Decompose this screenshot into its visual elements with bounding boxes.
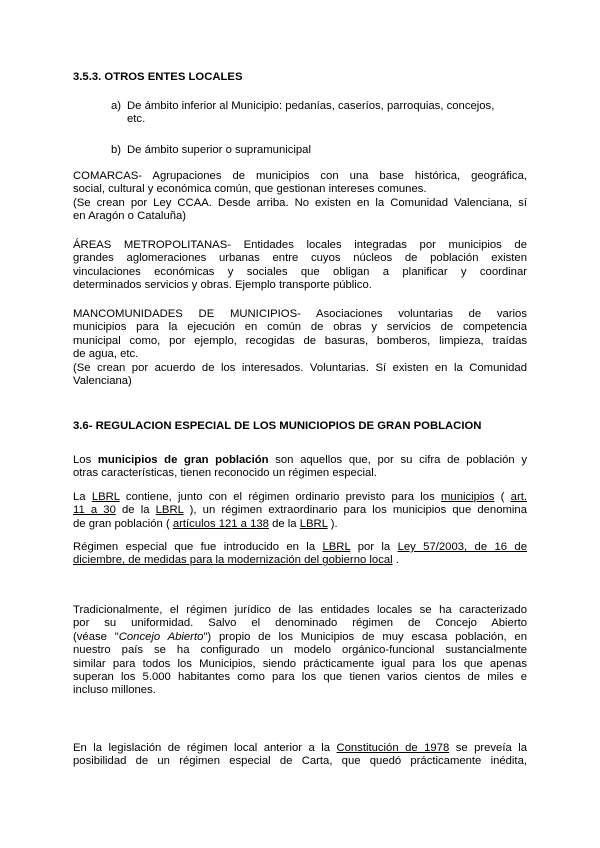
link-art-11-30-cont[interactable]: 11 a 30 — [73, 504, 116, 517]
list-marker-a: a) — [111, 100, 122, 112]
list-marker-b: b) — [111, 144, 122, 156]
list-item-a-line1: De ámbito inferior al Municipio: pedanías, caseríos, parroquias, concejos, — [127, 100, 495, 112]
link-lbrl[interactable]: LBRL — [322, 541, 351, 553]
link-lbrl[interactable]: LBRL — [299, 517, 328, 530]
link-ley-57-2003-cont[interactable]: diciembre, de medidas para la modernización del gobierno local — [73, 554, 393, 567]
list-item-a-line2: etc. — [127, 113, 146, 126]
section-heading-3-6: 3.6- REGULACION ESPECIAL DE LOS MUNICIOPIOS DE GRAN POBLACION — [73, 420, 482, 432]
link-lbrl[interactable]: LBRL — [91, 491, 120, 503]
paragraph-regimen-especial: Régimen especial que fue introducido en la LBRL por la Ley 57/2003, de 16 de diciembre, de medidas para la modernización del gobierno local . — [73, 541, 527, 567]
paragraph-legislacion: En la legislación de régimen local anterior a la Constitución de 1978 se preveía la posibilidad de un régimen especial de Carta, que quedó prácticamente inédita, — [73, 742, 528, 768]
term-municipios-gran-poblacion: municipios de gran población — [97, 454, 269, 466]
paragraph-mancomunidades: MANCOMUNIDADES DE MUNICIPIOS- Asociaciones voluntarias de varios municipios para la ejecución en común de obras y servicios de competencia municipal como, por ejemplo, recogidas de basuras, bomberos, limpieza, traídas de agua, etc. (Se crean por acuerdo de los interesados. Voluntarias. Sí existen en la Comunidad Valenciana) — [73, 308, 527, 388]
term-concejo-abierto: Concejo Abierto — [118, 630, 204, 643]
link-lbrl[interactable]: LBRL — [155, 504, 184, 517]
list-item-b-text: De ámbito superior o supramunicipal — [127, 144, 311, 156]
paragraph-comarcas: COMARCAS- Agrupaciones de municipios con una base histórica, geográfica, social, cultural y económica común, que gestionan intereses comunes. (Se crean por Ley CCAA. Desde arriba. No existen en la Comunidad Valenciana, sí en Aragón o Cataluña) — [73, 170, 527, 223]
link-constitucion-1978[interactable]: Constitución de 1978 — [336, 742, 450, 754]
link-ley-57-2003[interactable]: Ley 57/2003, de 16 de — [397, 541, 527, 553]
section-heading-3-5-3: 3.5.3. OTROS ENTES LOCALES — [73, 71, 243, 83]
link-art-11-30[interactable]: art. — [510, 491, 527, 503]
paragraph-gran-poblacion: Los municipios de gran población son aquellos que, por su cifra de población y otras características, tienen reconocido un régimen especial. — [73, 454, 527, 480]
link-articulos-121-138[interactable]: artículos 121 a 138 — [172, 517, 269, 530]
paragraph-areas-metropolitanas: ÁREAS METROPOLITANAS- Entidades locales integradas por municipios de grandes aglomeraciones urbanas entre cuyos núcleos de población existen vinculaciones económicas y sociales que obligan a planificar y coordinar determinados servicios y obras. Ejemplo transporte público. — [73, 239, 527, 292]
paragraph-lbrl: La LBRL contiene, junto con el régimen ordinario previsto para los municipios ( art. 11 a 30 de la LBRL ), un régimen extraordinario para los municipios que denomina de gran población ( artículos 121 a 138 de la LBRL ). — [73, 491, 527, 530]
link-municipios[interactable]: municipios — [441, 491, 495, 503]
paragraph-tradicionalmente: Tradicionalmente, el régimen jurídico de las entidades locales se ha caracterizado por su uniformidad. Salvo el denominado régimen de Concejo Abierto (véase "Concejo Abierto") propio de los Municipios de muy escasa población, en nuestro país se ha configurado un modelo orgánico-funcional sustancialmente similar para todos los Municipios, siendo prácticamente igual para los que apenas superan los 5.000 habitantes como para los que tienen varios cientos de miles e incluso millones. — [73, 604, 527, 697]
